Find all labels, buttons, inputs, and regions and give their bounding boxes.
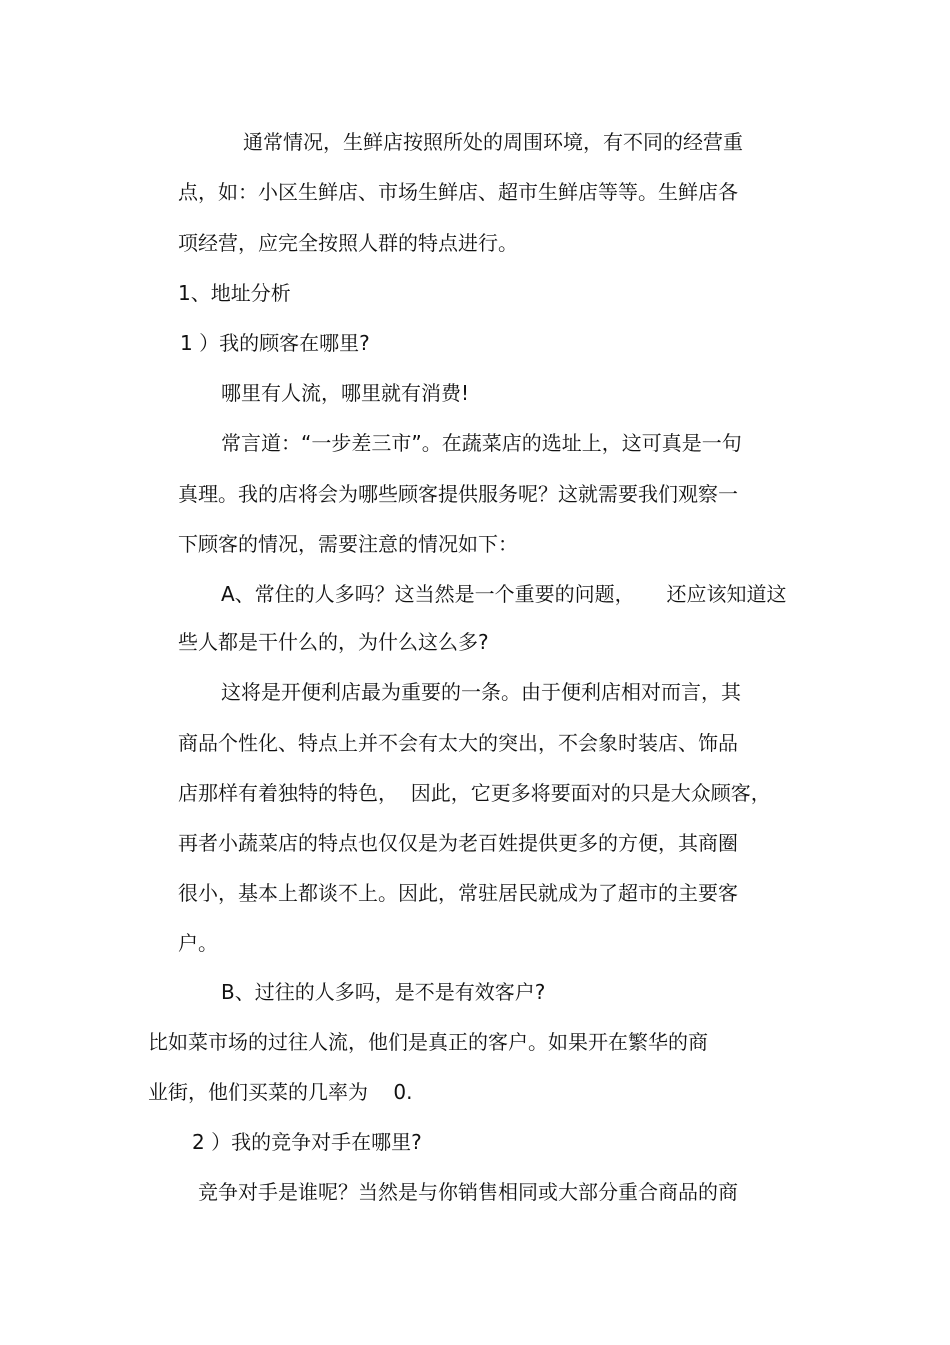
paragraph-line: 这将是开便利店最为重要的一条。由于便利店相对而言，其 [221,680,741,704]
paragraph-line: 很小，基本上都谈不上。因此，常驻居民就成为了超市的主要客 [178,881,738,905]
paragraph-line: 商品个性化、特点上并不会有太大的突出，不会象时装店、饰品 [178,731,738,755]
paragraph-line: 真理。我的店将会为哪些顾客提供服务呢？这就需要我们观察一 [178,482,738,506]
paragraph-line: 比如菜市场的过往人流，他们是真正的客户。如果开在繁华的商 [148,1030,708,1054]
paragraph-line: 下顾客的情况，需要注意的情况如下： [178,532,518,556]
paragraph-line: 些人都是干什么的，为什么这么多? [178,630,489,654]
subsection-heading: 1 ）我的顾客在哪里? [180,331,370,355]
paragraph-line: 再者小蔬菜店的特点也仅仅是为老百姓提供更多的方便，其商圈 [178,831,738,855]
paragraph-line: B、过往的人多吗，是不是有效客户? [221,980,546,1004]
paragraph-line: A、常住的人多吗？这当然是一个重要的问题， 还应该知道这 [221,582,787,606]
paragraph-line: 点，如：小区生鲜店、市场生鲜店、超市生鲜店等等。生鲜店各 [178,180,738,204]
paragraph-line: 哪里有人流，哪里就有消费! [221,381,470,405]
paragraph-line: 店那样有着独特的特色， 因此，它更多将要面对的只是大众顾客， [178,781,771,805]
paragraph-line: 常言道：“一步差三市”。在蔬菜店的选址上，这可真是一句 [221,431,742,455]
paragraph-line: 通常情况，生鲜店按照所处的周围环境，有不同的经营重 [243,130,743,154]
paragraph-line: 业街，他们买菜的几率为 0. [148,1080,413,1104]
paragraph-line: 项经营，应完全按照人群的特点进行。 [178,231,518,255]
paragraph-line: 户。 [178,931,218,955]
subsection-heading: 2 ）我的竞争对手在哪里? [192,1130,422,1154]
paragraph-line: 竞争对手是谁呢？当然是与你销售相同或大部分重合商品的商 [198,1180,738,1204]
section-heading: 1、地址分析 [178,281,291,305]
